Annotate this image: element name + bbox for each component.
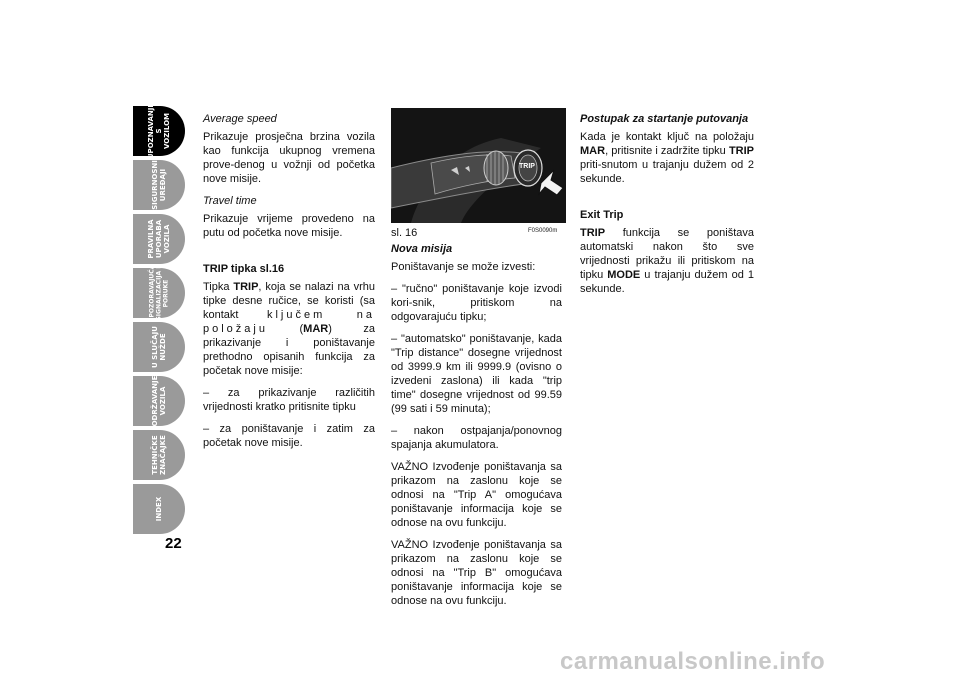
start-trip-key: TRIP — [728, 145, 754, 157]
start-text-2: , pritisnite i zadržite tipku — [605, 145, 729, 157]
exit-trip-key: TRIP — [580, 227, 606, 239]
tab-odrzavanje[interactable] — [133, 376, 185, 426]
figure-caption: sl. 16 — [391, 227, 418, 239]
tab-upoznavanje[interactable] — [133, 102, 185, 160]
figure-trip-stalk — [391, 108, 566, 223]
tab-upozoravajuca[interactable] — [133, 264, 185, 322]
start-trip-title: Postupak za startanje putovanja — [580, 113, 749, 125]
bullet-manual-reset: – "ručno" poništavanje koje izvodi kori-snik, pritiskom na odgovarajuću tipku; — [391, 283, 562, 323]
tab-tehnicke-znacajke[interactable] — [133, 430, 185, 480]
tab-sigurnosni[interactable] — [133, 160, 185, 210]
start-text-1: Kada je kontakt ključ na položaju — [580, 131, 754, 143]
start-text-3: priti-snutom u trajanju dužem od 2 sekunde. — [580, 159, 754, 185]
page-number: 22 — [165, 535, 182, 552]
column-2 — [391, 242, 562, 616]
mar-position: MAR — [303, 323, 329, 335]
travel-time-title: Travel time — [203, 195, 257, 207]
start-mar: MAR — [580, 145, 606, 157]
trip-key-name: TRIP — [233, 281, 259, 293]
mode-key: MODE — [607, 269, 641, 281]
trip-text-2: , koja se nalazi na vrhu tipke desne ručice, se koristi (sa kontakt — [203, 281, 375, 321]
note-trip-b: VAŽNO Izvođenje poništavanja sa prikazom na zaslonu koje se odnosi na "Trip B" omogućava poništavanje informacija koje se odnose na ovu funkciju. — [391, 539, 562, 607]
watermark: carmanualsonline.info — [560, 648, 826, 675]
tab-u-slucaju-nuzde[interactable] — [133, 322, 185, 372]
trip-heading: TRIP tipka sl.16 — [203, 263, 285, 275]
bullet-auto-reset: – "automatsko" poništavanje, kada "Trip distance" dosegne vrijednost od 3999.9 km ili 9999.9 (ovisno o izvedeni zaslona) ili kada "trip time" dosegne vrijednost od 99.59 (99 sati i 59 minuta); — [391, 333, 562, 415]
tab-label: UPOZORAVAJUĆA SIGNALIZACIJA I PORUKE — [148, 264, 170, 322]
figure-code: F0S0090m — [528, 228, 558, 234]
tab-index[interactable] — [133, 484, 185, 534]
start-trip-text — [580, 130, 754, 186]
exit-text-2: u trajanju dužem od 1 sekunde. — [580, 269, 754, 295]
tab-pravilna-uporaba[interactable] — [133, 214, 185, 264]
stalk-illustration — [391, 108, 566, 223]
trip-text-3: ( — [267, 323, 304, 335]
reset-intro: Poništavanje se može izvesti: — [391, 261, 536, 273]
trip-paragraph — [203, 280, 375, 378]
tab-label: TEHNIČKE ZNAČAJKE — [151, 435, 167, 475]
trip-text-1: Tipka — [203, 281, 234, 293]
avg-speed-title: Average speed — [203, 113, 277, 125]
trip-text-4: ) za prikazivanje i poništavanje prethodno opisanih funkcija za početak nove misije: — [203, 323, 375, 377]
trip-button-label: TRIP — [519, 163, 535, 170]
tab-label: PRAVILNA UPORABA VOZILA — [147, 219, 171, 259]
travel-time-text: Prikazuje vrijeme provedeno na putu od početka nove misije. — [203, 213, 375, 239]
nova-misija-title: Nova misija — [391, 243, 453, 255]
exit-trip-text — [580, 226, 754, 296]
trip-text-spaced: ključem na položaju — [203, 309, 376, 335]
tab-label: U SLUČAJU NUŽDE — [151, 326, 167, 368]
exit-trip-title: Exit Trip — [580, 209, 624, 221]
tab-label: UPOZNAVANJE S VOZILOM — [147, 102, 171, 160]
bullet-battery: – nakon ostpajanja/ponovnog spajanja akumulatora. — [391, 425, 562, 451]
exit-text-1: funkcija se poništava automatski nakon što sve vrijednosti prikažu ili pritiskom na tipku — [580, 227, 754, 281]
bullet-reset: – za poništavanje i zatim za početak nove misije. — [203, 423, 375, 449]
column-1 — [203, 112, 375, 458]
avg-speed-text: Prikazuje prosječna brzina vozila kao funkcija ukupnog vremena prove-denog u vožnji od početka nove misije. — [203, 131, 375, 185]
bullet-show-values: – za prikazivanje različitih vrijednosti kratko pritisnite tipku — [203, 387, 375, 413]
tab-label: ODRŽAVANJE VOZILA — [151, 375, 167, 427]
tab-label: SIGURNOSNI UREĐAJI — [151, 160, 167, 210]
note-trip-a: VAŽNO Izvođenje poništavanja sa prikazom na zaslonu koje se odnosi na "Trip A" omogućava poništavanje informacija koje se odnose na ovu funkciju. — [391, 461, 562, 529]
column-3 — [580, 112, 754, 304]
tab-label: INDEX — [155, 496, 163, 522]
